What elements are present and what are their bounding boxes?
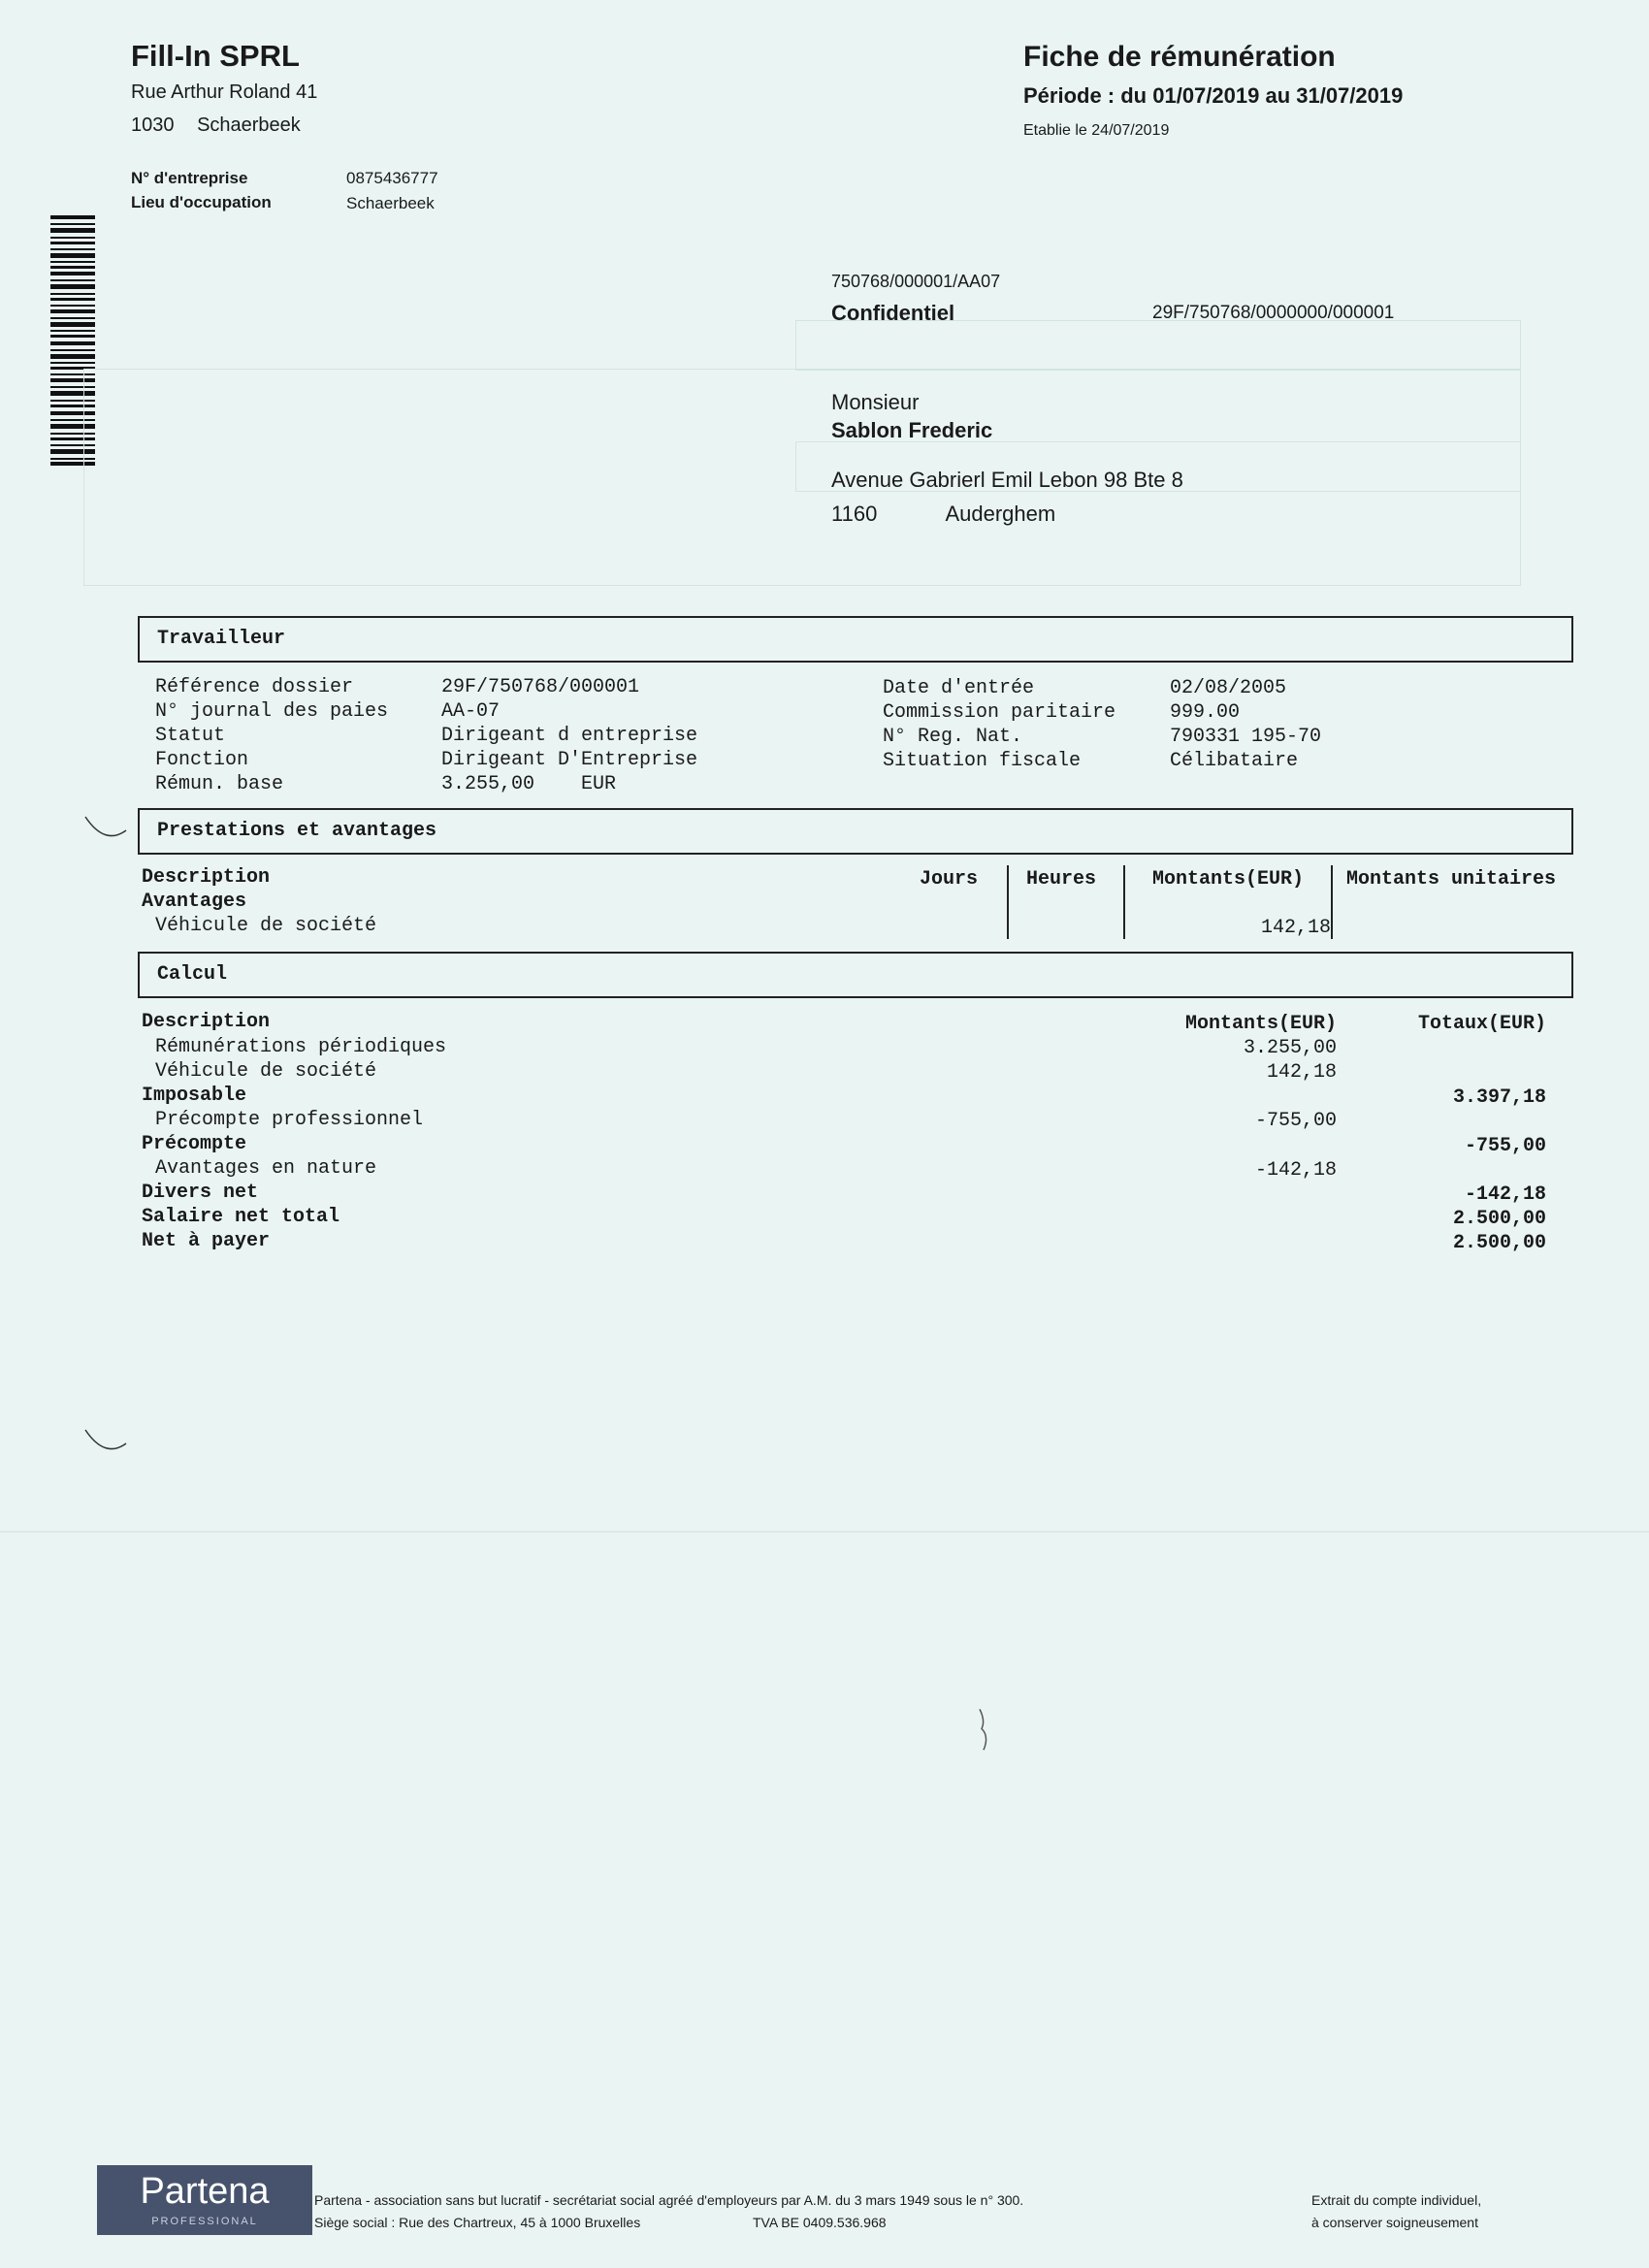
workplace-label: Lieu d'occupation [131,193,272,211]
footer-note-line2: à conserver soigneusement [1311,2215,1478,2230]
footer-legal-line: Partena - association sans but lucratif - secrétariat social agréé d'employeurs par A.M. du 3 mars 1949 sous le n° 300. [314,2192,1024,2208]
partena-logo [97,2165,312,2235]
calc-net-total-value: 2.500,00 [1452,1208,1546,1230]
document-period: Période : du 01/07/2019 au 31/07/2019 [1023,83,1404,108]
worker-status-label: Statut [155,725,226,747]
company-number-label: N° d'entreprise [131,169,248,187]
bleed-through-divider [0,1531,1649,1533]
document-established-date: Etablie le 24/07/2019 [1023,122,1170,139]
calc-net-total-label: Salaire net total [142,1206,340,1228]
worker-national-register-label: N° Reg. Nat. [883,726,1023,748]
worker-base-salary-value: 3.255,00 EUR [441,773,617,795]
worker-status-value: Dirigeant d entreprise [441,725,698,747]
calc-row-label: Avantages en nature [155,1157,377,1180]
worker-entry-date-label: Date d'entrée [883,677,1035,699]
calc-row-amount: 3.255,00 [1243,1037,1337,1059]
calc-row-amount: 142,18 [1266,1061,1337,1084]
worker-section-header [138,616,1573,663]
benefits-row-description: Véhicule de société [155,915,377,937]
worker-ref-label: Référence dossier [155,676,354,698]
recipient-reference-2: 29F/750768/0000000/000001 [1152,303,1395,323]
recipient-street: Avenue Gabrierl Emil Lebon 98 Bte 8 [831,468,1183,492]
punch-hole-mark-2 [83,1426,128,1455]
worker-joint-committee-label: Commission paritaire [883,701,1116,724]
calc-subtotal-total: -755,00 [1464,1135,1546,1157]
recipient-postal-code: 1160 [831,502,878,526]
employer-street: Rue Arthur Roland 41 [131,81,318,103]
benefits-section-header [138,808,1573,855]
document-title: Fiche de rémunération [1023,41,1336,73]
worker-tax-status-label: Situation fiscale [883,750,1082,772]
worker-joint-committee-value: 999.00 [1170,701,1241,724]
calc-row-amount: -142,18 [1254,1159,1337,1182]
footer-vat-number: TVA BE 0409.536.968 [753,2215,887,2230]
calculation-section-header [138,952,1573,998]
recipient-name: Sablon Frederic [831,418,993,442]
workplace: Schaerbeek [346,194,435,212]
worker-journal-value: AA-07 [441,700,501,723]
calc-row-label: Rémunérations périodiques [155,1036,447,1058]
calc-subtotal-total: 3.397,18 [1452,1086,1546,1109]
employer-city-line [131,114,301,137]
footer-note-line1: Extrait du compte individuel, [1311,2192,1482,2208]
benefits-header-amounts: Montants(EUR) [1152,868,1305,891]
benefits-column-divider [1331,865,1333,939]
employer-name: Fill-In SPRL [131,39,300,73]
calc-row-label: Véhicule de société [155,1060,377,1083]
punch-hole-mark [83,813,128,842]
recipient-salutation: Monsieur [831,390,920,414]
calc-net-payable-value: 2.500,00 [1452,1232,1546,1254]
calc-row-label: Précompte professionnel [155,1109,424,1131]
calc-header-totals: Totaux(EUR) [1417,1013,1546,1035]
benefits-header-days: Jours [920,868,979,891]
benefits-header-description: Description [142,866,271,889]
worker-entry-date-value: 02/08/2005 [1170,677,1287,699]
calc-subtotal-label: Divers net [142,1182,259,1204]
calc-subtotal-label: Imposable [142,1085,247,1107]
worker-ref-value: 29F/750768/000001 [441,676,640,698]
employer-city: Schaerbeek [197,114,301,136]
benefits-group-label: Avantages [142,891,247,913]
worker-national-register-value: 790331 195-70 [1170,726,1322,748]
footer-office-address: Siège social : Rue des Chartreux, 45 à 1000 Bruxelles [314,2215,641,2230]
recipient-reference: 750768/000001/AA07 [831,272,1001,291]
worker-tax-status-value: Célibataire [1170,750,1299,772]
partena-logo-name: Partena [140,2171,270,2212]
benefits-header-unit-amounts: Montants unitaires [1346,868,1557,891]
paper-speck [970,1707,999,1756]
recipient-city-line [831,502,1055,527]
benefits-header-hours: Heures [1026,868,1097,891]
company-number: 0875436777 [346,169,438,187]
calculation-section-title: Calcul [157,963,228,986]
calc-subtotal-total: -142,18 [1464,1183,1546,1206]
employer-postal-code: 1030 [131,114,175,136]
calc-subtotal-label: Précompte [142,1133,247,1155]
benefits-column-divider [1007,865,1009,939]
confidential-label: Confidentiel [831,301,955,325]
partena-logo-subtitle: PROFESSIONAL [151,2216,258,2227]
benefits-section-title: Prestations et avantages [157,820,437,842]
benefits-row-amount: 142,18 [1260,917,1331,939]
worker-function-value: Dirigeant D'Entreprise [441,749,698,771]
worker-section-title: Travailleur [157,628,286,650]
worker-journal-label: N° journal des paies [155,700,389,723]
calc-net-payable-label: Net à payer [142,1230,271,1252]
calc-header-description: Description [142,1011,271,1033]
worker-function-label: Fonction [155,749,249,771]
calc-header-amounts: Montants(EUR) [1184,1013,1337,1035]
calc-row-amount: -755,00 [1254,1110,1337,1132]
worker-base-salary-label: Rémun. base [155,773,284,795]
bleed-through-frame-2 [795,320,1521,371]
benefits-column-divider [1123,865,1125,939]
recipient-city: Auderghem [945,502,1056,526]
